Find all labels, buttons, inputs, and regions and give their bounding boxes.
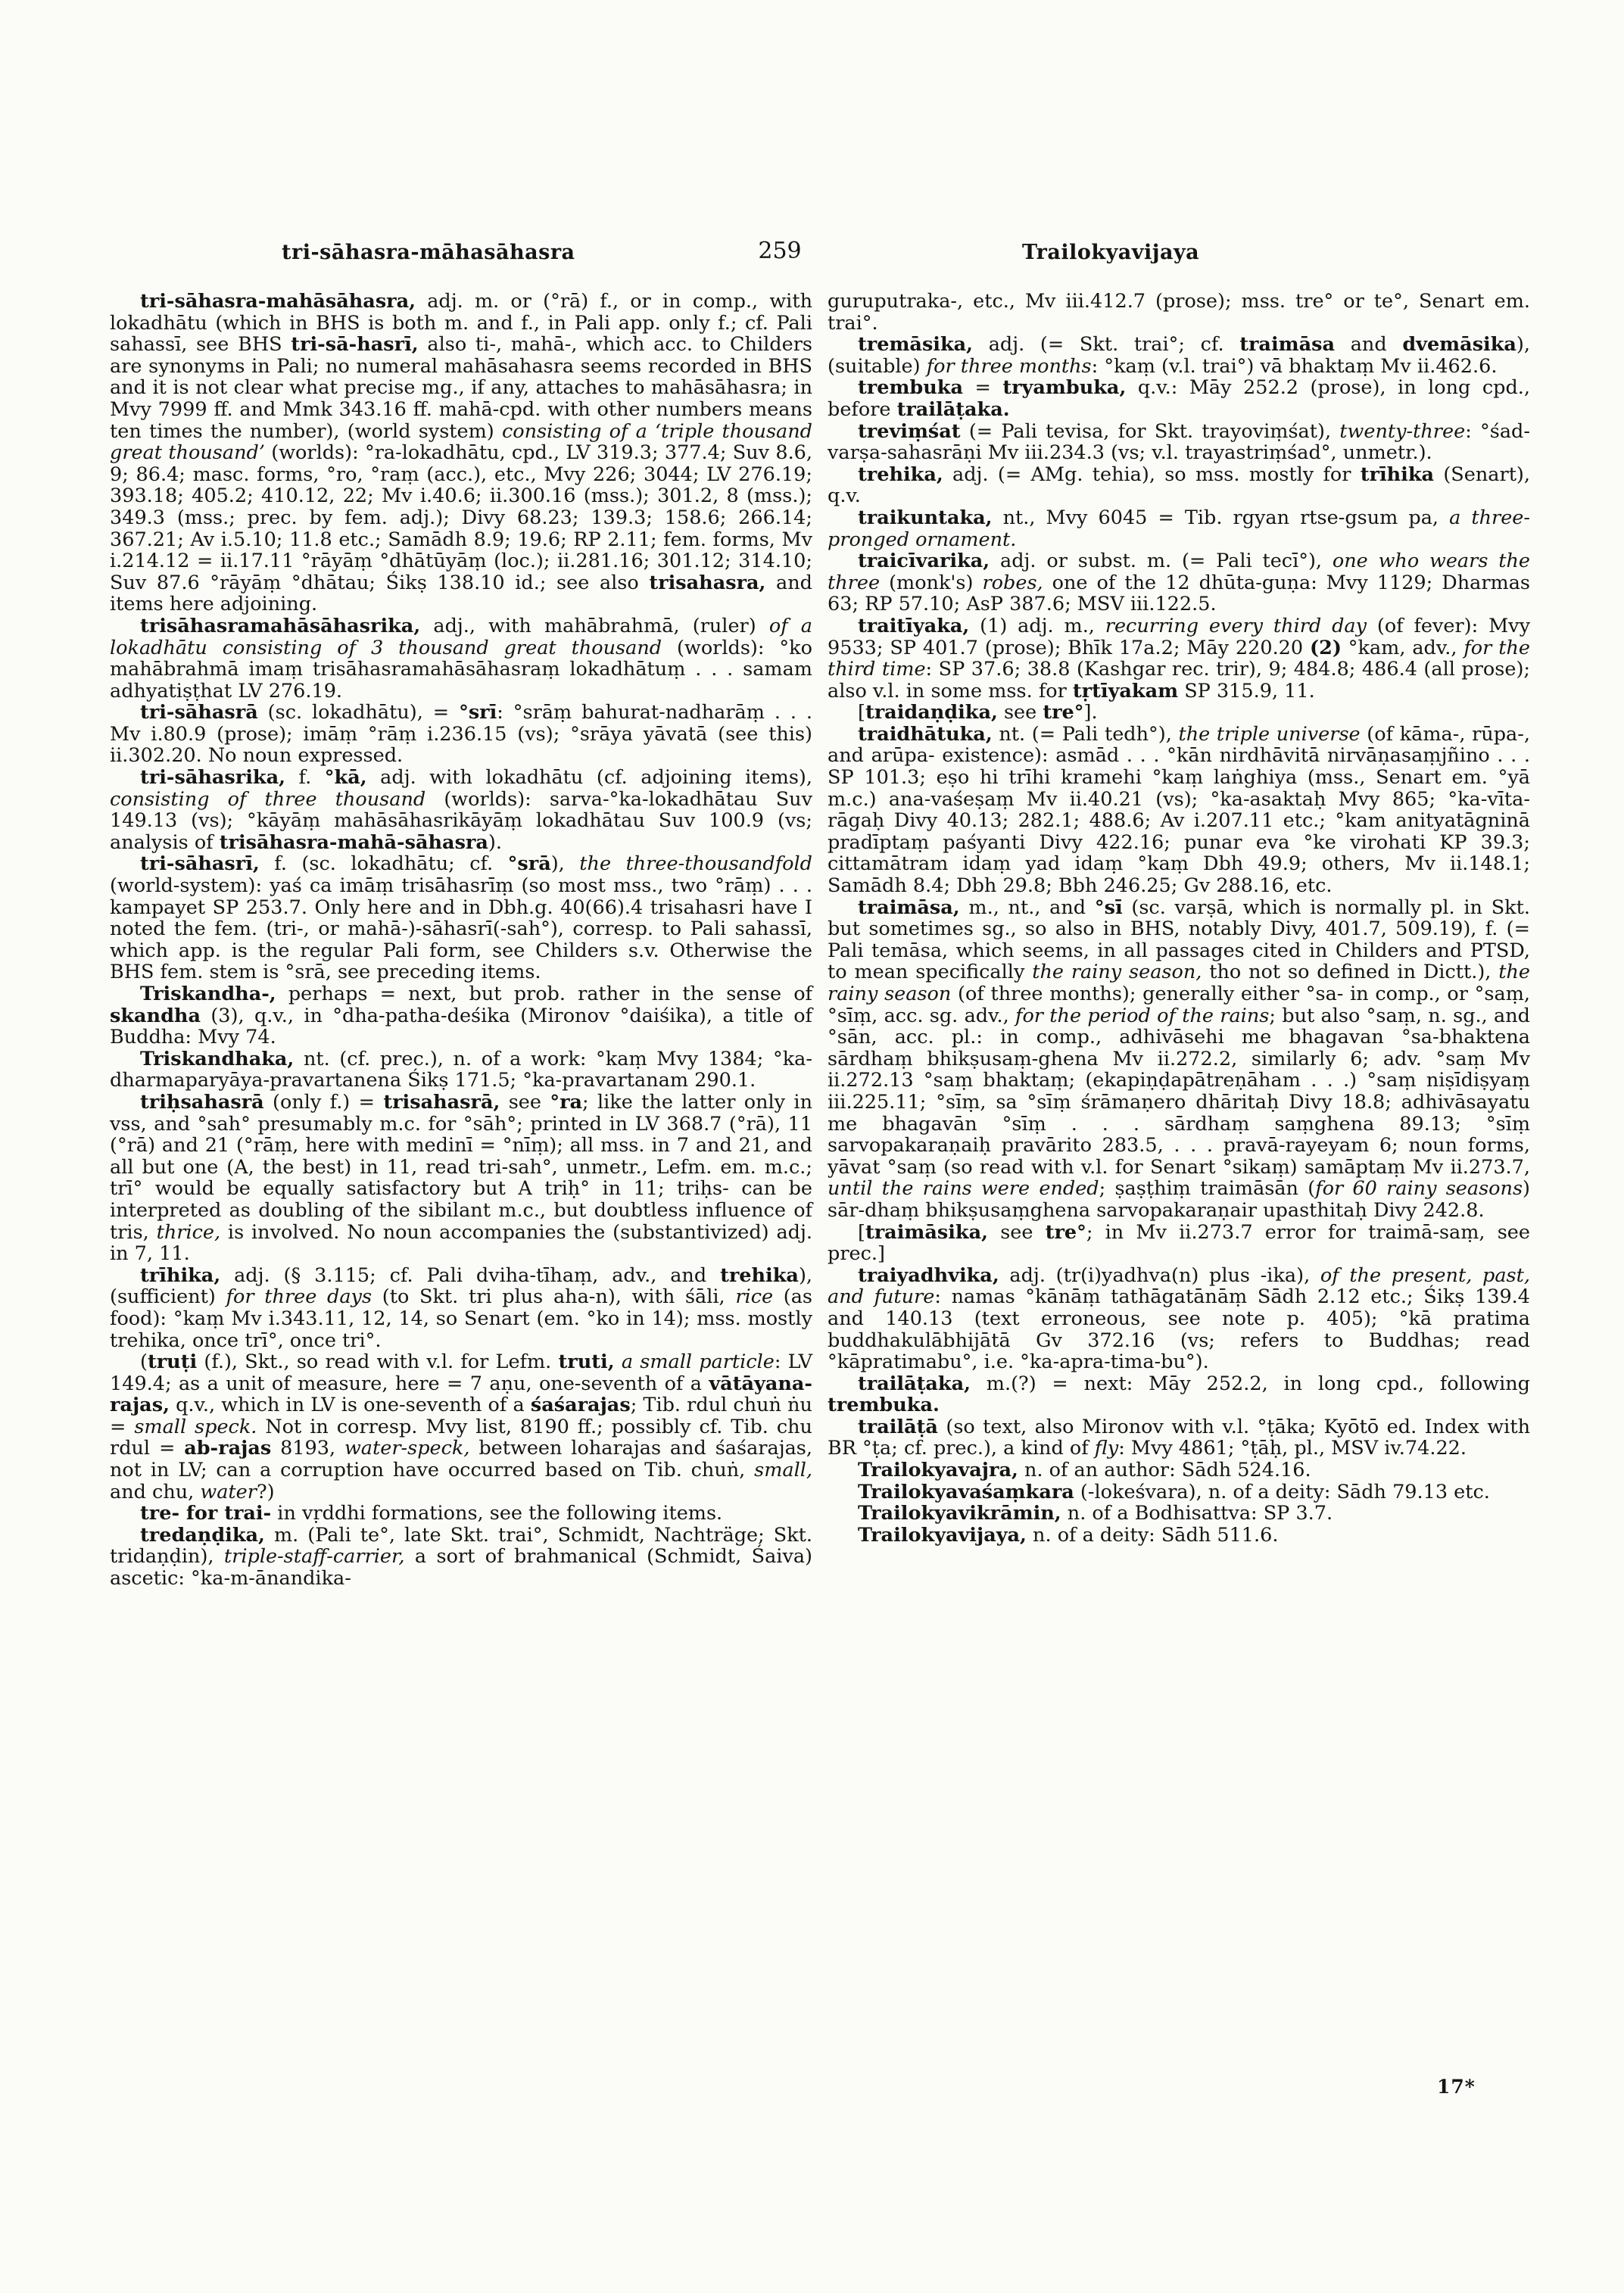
italic-run: a small particle — [621, 1351, 775, 1374]
bold-run: °srī — [459, 701, 497, 724]
text-run: Not in corresp. Mvy list, 8190 ff.; possibly cf. Tib. chu rdul = — [110, 1415, 812, 1460]
text-run: (Senart), q.v. — [828, 463, 1530, 508]
text-run: adj. m. or (°rā) f., or in comp., with lokadhātu (which in BHS is both m. and f., in Pali app. only f.; cf. Pali sahassī, see BHS — [110, 290, 812, 357]
dictionary-entry — [828, 1373, 1530, 1416]
text-run: (world-system): yaś ca imāṃ trisāhasrīṃ (so most mss., two °rāṃ) . . . kampayet SP 253.7. Only here and in Dbh.g. 40(66).4 trisahasri have I noted the fem. (tri-, or mahā-)-sāhasrī(-sah°), corresp. to Pali sahassī, which app. is the regular Pali form, see Childers s.v. Otherwise the BHS fem. stem is °srā, see preceding items. — [110, 874, 812, 984]
bold-run: truṭi — [147, 1351, 198, 1374]
italic-run: the rainy season, — [1032, 961, 1202, 984]
text-run: (sc. lokadhātu), = — [257, 701, 460, 724]
text-run: and — [1335, 333, 1403, 357]
text-run: ; but also °saṃ, n. sg., and °sān, acc. pl.: in comp., adhivāsehi me bhagavan °sa-bhaktena sārdhaṃ bhikṣusaṃ-ghena Mv ii.272.2, similarly 6; adv. °saṃ Mv ii.272.13 °saṃ bhaktaṃ; (ekapiṇḍapātreṇāham . . .) °saṃ niṣīdiṣyaṃ iii.225.11; °sīṃ, sa °sīṃ śrāmaṇero dhāritaḥ Divy 18.8; adhivāsayatu me bhagavān °sīṃ . . . sārdhaṃ saṃghena 89.13; °sīṃ sarvopakaraṇaiḥ pravārito 283.5, . . . pravā-rayeyam 6; noun forms, yāvat °saṃ (so read with v.l. for Senart °sikaṃ) samāptaṃ Mv ii.273.7, — [828, 1004, 1530, 1179]
dictionary-entry — [110, 1092, 812, 1265]
text-run: tho not so defined in Dictt.), — [1202, 961, 1499, 984]
bold-run: traikuntaka, — [858, 506, 993, 529]
bold-run: dvemāsika — [1402, 333, 1516, 357]
italic-run: thrice, — [156, 1220, 221, 1244]
bold-run: trehika — [720, 1263, 799, 1287]
text-run: = — [962, 376, 1003, 400]
bold-run: ab-rajas — [184, 1437, 272, 1460]
text-run: see — [988, 1220, 1046, 1244]
bold-run: trisāhasra-mahā-sāhasra — [219, 830, 488, 854]
bold-run: trembuka — [858, 376, 963, 400]
text-run: : SP 37.6; 38.8 (Kashgar rec. trir), 9; 484.8; 486.4 (all prose); also v.l. in some mss. for — [828, 658, 1530, 703]
text-run: adj. (tr(i)yadhva(n) plus -ika), — [999, 1263, 1320, 1287]
bold-run: traimāsa, — [858, 896, 960, 919]
text-run: (as food): °kaṃ Mv i.343.11, 12, 14, so Senart (em. °ko in 14); mss. mostly trehika, once trī°, once tri°. — [110, 1285, 813, 1352]
bold-run: Trailokyavijaya, — [858, 1523, 1027, 1547]
dictionary-entry — [828, 421, 1530, 464]
text-run: ; Tib. rdul chuṅ ṅu = — [110, 1394, 812, 1438]
text-run: SP 315.9, 11. — [1178, 679, 1315, 703]
text-run: ?) — [256, 1480, 275, 1503]
text-run: see — [997, 701, 1043, 724]
left-column — [110, 291, 812, 1590]
bold-run: trailāṭaka, — [858, 1372, 971, 1395]
bold-run: trisahasra, — [649, 571, 766, 594]
text-run: (of kāma-, rūpa-, and arūpa- existence): asmād . . . °kān nirdhāvitā nirvāṇasaṃjñino . . . SP 101.3; eṣo hi trīhi kramehi °kaṃ laṅghiya (mss., Senart em. °yā m.c.) ana-vaśeṣaṃ Mv ii.40.21 (vs); °ka-asaktaḥ Mvy 865; °ka-vīta-rāgaḥ Divy 40.13; 282.1; 488.6; Av i.207.11 etc.; °kam anityatāgninā pradīptaṃ paśyanti Divy 422.16; punar eva °ke virohati KP 39.3; cittamātram idaṃ yad idaṃ °kaṃ Dbh 49.9; others, Mv ii.148.1; Samādh 8.4; Dbh 29.8; Bbh 246.25; Gv 288.16, etc. — [828, 722, 1530, 898]
header-left-keyword: tri-sāhasra-māhasāhasra — [282, 241, 575, 264]
text-run: see — [500, 1090, 550, 1114]
bold-run: °sī — [1094, 896, 1123, 919]
text-run: 8193, — [271, 1437, 344, 1460]
text-run: ; in Mv ii.273.7 error for traimā-saṃ, see prec.] — [828, 1220, 1530, 1266]
text-run: ; ṣaṣṭhiṃ traimāsān ( — [1099, 1177, 1316, 1201]
italic-run: for three months — [926, 354, 1092, 378]
bold-run: trailāṭā — [858, 1415, 938, 1438]
text-run: adj. (= Skt. trai°; cf. — [973, 333, 1240, 357]
bold-run: Trailokyavajra, — [858, 1459, 1018, 1482]
text-run: : namas °kānāṃ tathāgatānāṃ Sādh 2.12 etc.; Śikṣ 139.4 and 140.13 (text erroneous, see note p. 405); °kā pratima buddhakulābhijātā Gv 372.16 (vs; refers to Buddhas; read °kāpratimabu°, i.e. °ka-apra-tima-bu°). — [828, 1285, 1530, 1374]
text-run: (of fever): Mvy 9533; SP 401.7 (prose); Bhīk 17a.2; Māy 220.20 — [828, 614, 1530, 659]
text-run: ), — [550, 852, 580, 876]
italic-run: for the third time — [828, 636, 1530, 681]
text-run: (worlds): sarva-°ka-lokadhātau Suv 149.13 (vs); °kāyāṃ mahāsāhasrikāyāṃ lokadhātau Suv 100.9 (vs; analysis of — [110, 787, 813, 854]
text-run: ) sār-dhaṃ bhikṣusaṃghena sarvopakaraṇair upasthitaḥ Divy 242.8. — [828, 1177, 1530, 1222]
bold-run: triḥsahasrā — [140, 1090, 264, 1114]
text-run: (monk's) — [880, 571, 983, 594]
italic-run: consisting of a ‘triple thousand great thousand’ — [110, 419, 812, 465]
right-column — [828, 291, 1530, 1546]
signature-mark: 17* — [1437, 2076, 1476, 2098]
text-run: (only f.) = — [263, 1090, 384, 1114]
italic-run: until the rains were ended — [828, 1177, 1099, 1201]
text-run: m., nt., and — [959, 896, 1095, 919]
text-run: m.(?) = next: Māy 252.2, in long cpd., following — [971, 1372, 1530, 1395]
text-run: (f.), Skt., so read with v.l. for Lefm. — [197, 1351, 559, 1374]
text-run: also ti-, mahā-, which acc. to Childers are synonyms in Pali; no numeral mahāsahasra seems recorded in BHS and it is not clear what precise mg., if any, attaches to mahāsāhasra; in Mvy 7999 ff. and Mmk 343.16 ff. mahā-cpd. with other numbers means ten times the number), (world system) — [110, 333, 812, 443]
text-run: nt. (cf. prec.), n. of a work: °kaṃ Mvy 1384; °ka-dharmaparyāya-pravartanena Śikṣ 171.5; °ka-pravartanam 290.1. — [110, 1047, 812, 1092]
text-run: f. (sc. lokadhātu; cf. — [259, 852, 508, 876]
italic-run: of a lokadhātu consisting of 3 thousand great thousand — [110, 614, 812, 659]
text-run: adj. (= AMg. tehia), so mss. mostly for — [943, 463, 1361, 486]
dictionary-entry — [110, 767, 812, 853]
text-run: : °kaṃ (v.l. trai°) vā bhaktaṃ Mv ii.462.6. — [1091, 354, 1498, 378]
italic-run: small speck. — [134, 1415, 257, 1438]
text-run: adj., with mahābrahmā, (ruler) — [420, 614, 769, 637]
text-run: (= Pali tevisa, for Skt. trayoviṃśat), — [960, 419, 1340, 443]
italic-run: of the present, past, and future — [828, 1263, 1530, 1309]
bold-run: tre° — [1045, 1220, 1086, 1244]
italic-run: the triple universe — [1178, 722, 1361, 746]
bold-run: tri-sā-hasrī, — [291, 333, 419, 357]
italic-run: recurring every third day — [1105, 614, 1367, 637]
text-run: (sc. varṣā, which is normally pl. in Skt. but sometimes sg., so also in BHS, notably Divy, 401.7, 509.19), f. (= Pali temāsa, which seems, in all passages cited in Childers and PTSD, to mean specifically — [828, 896, 1530, 984]
dictionary-entry — [110, 1525, 812, 1590]
italic-run: consisting of three thousand — [110, 787, 426, 811]
dictionary-entry — [110, 1351, 812, 1503]
text-run: and items here adjoining. — [110, 571, 812, 616]
dictionary-entry — [828, 1503, 1530, 1525]
text-run: ), (sufficient) — [110, 1263, 812, 1309]
bold-run: tṛtīyakam — [1072, 679, 1179, 703]
text-run: between loharajas and śaśarajas, not in LV; can a corruption have occurred based on Tib. chuṅ, — [110, 1437, 812, 1482]
text-run: ; like the latter only in vss, and °sah° presumably m.c. for °sāh°; printed in LV 368.7 (°rā), 11 (°rā) and 21 (°rāṃ, here with medinī = °nīṃ); all mss. in 7 and 21, and all but one (A, the best) in 11, read tri-sah°, unmetr., Lefm. em. m.c.; trī° would be equally satisfactory but A triḥ° in 11; triḥs- can be interpreted as doubling of the sibilant m.c., but doubtless influence of tris, — [110, 1090, 812, 1244]
bold-run: tremāsika, — [858, 333, 974, 357]
dictionary-entry — [110, 1048, 812, 1092]
text-run: [ — [858, 1220, 865, 1244]
text-run: adj. (§ 3.115; cf. Pali dviha-tīhaṃ, adv., and — [220, 1263, 721, 1287]
text-run: nt., Mvy 6045 = Tib. rgyan rtse-gsum pa, — [992, 506, 1450, 529]
bold-run: tre° — [1043, 701, 1084, 724]
bold-run: trisahasrā, — [383, 1090, 500, 1114]
bold-run: traidhātuka, — [858, 722, 993, 746]
bold-run: tri-sāhasrika, — [140, 766, 285, 790]
bold-run: skandha — [110, 1004, 201, 1027]
text-run: f. — [285, 766, 325, 790]
dictionary-entry — [828, 1265, 1530, 1373]
text-run: n. of an author: Sādh 524.16. — [1018, 1459, 1311, 1482]
bold-run: vātāyana-rajas, — [110, 1372, 812, 1417]
dictionary-entry — [110, 291, 812, 615]
bold-run: treviṃśat — [858, 419, 961, 443]
bold-run: tri-sāhasrā — [140, 701, 258, 724]
text-run: q.v.: Māy 252.2 (prose), in long cpd., before — [828, 376, 1530, 421]
page-number: 259 — [758, 238, 802, 264]
text-run: (1) adj. m., — [969, 614, 1105, 637]
bold-run: tryambuka, — [1002, 376, 1127, 400]
italic-run: rice — [735, 1285, 774, 1309]
text-run: (of three months); generally either °sa- in comp., or °saṃ, °sīṃ, acc. sg. adv., — [828, 983, 1530, 1027]
text-run: guruputraka-, etc., Mv iii.412.7 (prose); mss. tre° or te°, Senart em. trai°. — [828, 290, 1530, 335]
bold-run: traimāsika, — [865, 1220, 988, 1244]
text-run: and chu, — [110, 1480, 201, 1503]
text-run: one of the 12 dhūta-guṇa: Mvy 1129; Dharmas 63; RP 57.10; AsP 387.6; MSV iii.122.5. — [828, 571, 1530, 616]
dictionary-entry — [828, 615, 1530, 702]
text-run: : Mvy 4861; °ṭāḥ, pl., MSV iv.74.22. — [1118, 1437, 1467, 1460]
bold-run: °ra — [550, 1090, 583, 1114]
text-run: ( — [140, 1351, 148, 1374]
bold-run: °srā — [507, 852, 551, 876]
bold-run: truti, — [558, 1351, 615, 1374]
dictionary-entry — [110, 983, 812, 1048]
bold-run: traiyadhvika, — [858, 1263, 999, 1287]
bold-run: Triskandhaka, — [140, 1047, 295, 1070]
bold-run: °kā, — [324, 766, 367, 790]
dictionary-entry — [110, 702, 812, 767]
dictionary-entry — [828, 1481, 1530, 1503]
italic-run: water-speck, — [344, 1437, 470, 1460]
italic-run: for the period of the rains — [1015, 1004, 1270, 1027]
italic-run: for 60 rainy seasons — [1315, 1177, 1523, 1201]
bold-run: trisāhasramahāsāhasrika, — [140, 614, 421, 637]
dictionary-entry — [828, 702, 1530, 724]
italic-run: fly — [1094, 1437, 1119, 1460]
bold-run: traitīyaka, — [858, 614, 970, 637]
text-run: (worlds): °ra-lokadhātu, cpd., LV 319.3; 377.4; Suv 8.6, 9; 86.4; masc. forms, °ro, °raṃ (acc.), etc., Mvy 226; 3044; LV 276.19; 393.18; 405.2; 410.12, 22; Mv i.40.6; ii.300.16 (mss.); 301.2, 8 (mss.); 349.3 (mss.; prec. by fem. adj.); Divy 68.23; 139.3; 158.6; 266.14; 367.21; Av i.5.10; 11.8 etc.; Samādh 8.9; 19.6; RP 2.11; fem. forms, Mv i.214.12 = ii.17.11 °rāyāṃ °dhātūyāṃ (loc.); ii.281.16; 301.12; 314.10; Suv 87.6 °rāyāṃ °dhātau; Śikṣ 138.10 id.; see also — [110, 441, 813, 594]
text-run: perhaps = next, but prob. rather in the sense of — [276, 983, 812, 1005]
text-run: ). — [488, 830, 502, 854]
text-run: : LV 149.4; as a unit of measure, here = 7 aṇu, one-seventh of a — [110, 1351, 813, 1395]
text-run: in vṛddhi formations, see the following items. — [271, 1502, 723, 1525]
dictionary-entry — [828, 897, 1530, 1222]
text-run: q.v., which in LV is one-seventh of a — [169, 1394, 531, 1417]
dictionary-entry — [828, 1460, 1530, 1481]
text-run: n. of a deity: Sādh 511.6. — [1026, 1523, 1279, 1547]
bold-run: Trailokyavikrāmin, — [858, 1502, 1061, 1525]
bold-run: (2) — [1310, 636, 1342, 659]
bold-run: traidaṇḍika, — [865, 701, 998, 724]
bold-run: Trailokyavaśaṃkara — [858, 1480, 1074, 1503]
text-run: [ — [858, 701, 865, 724]
text-run: nt. (= Pali tedh°), — [992, 722, 1179, 746]
text-run: ), (suitable) — [828, 333, 1530, 378]
dictionary-entry — [828, 507, 1530, 550]
text-run: (3), q.v., in °dha-patha-deśika (Mironov °daiśika), a title of Buddha: Mvy 74. — [110, 1004, 812, 1049]
text-run: : °śad-varṣa-sahasrāṇi Mv iii.234.3 (vs; v.l. trayastriṃśad°, unmetr.). — [828, 419, 1530, 465]
dictionary-entry — [110, 853, 812, 983]
bold-run: tredaṇḍika, — [140, 1523, 265, 1547]
dictionary-entry — [828, 1222, 1530, 1265]
dictionary-entry — [828, 550, 1530, 615]
text-run: (to Skt. tri plus aha-n), with śāli, — [372, 1285, 736, 1309]
italic-run: triple-staff-carrier, — [223, 1545, 405, 1569]
text-run: a sort of brahmanical (Schmidt, Śaiva) ascetic: °ka-m-ānandika- — [110, 1545, 813, 1590]
dictionary-entry — [828, 724, 1530, 897]
dictionary-entry — [110, 615, 812, 702]
dictionary-entry — [828, 1525, 1530, 1547]
text-run: is involved. No noun accompanies the (substantivized) adj. in 7, 11. — [110, 1220, 812, 1266]
bold-run: trīhika — [1360, 463, 1435, 486]
dictionary-entry — [110, 1265, 812, 1351]
bold-run: trailāṭaka. — [896, 397, 1010, 421]
text-run: n. of a Bodhisattva: SP 3.7. — [1061, 1502, 1333, 1525]
text-run — [615, 1351, 622, 1373]
header-right-keyword: Trailokyavijaya — [1022, 241, 1200, 264]
italic-run: one who wears the three — [828, 550, 1530, 594]
text-run: °kam, adv., — [1341, 636, 1464, 659]
dictionary-entry — [828, 334, 1530, 377]
bold-run: śaśarajas — [530, 1394, 631, 1417]
text-run: m. (Pali te°, late Skt. trai°, Schmidt, Nachträge; Skt. tridaṇḍin), — [110, 1523, 812, 1569]
italic-run: small, — [754, 1459, 812, 1482]
italic-run: for three days — [226, 1285, 372, 1309]
bold-run: trīhika, — [140, 1263, 221, 1287]
dictionary-entry — [828, 464, 1530, 507]
running-header — [0, 238, 1624, 274]
entry-continuation — [828, 291, 1530, 334]
bold-run: trembuka. — [828, 1394, 940, 1417]
bold-run: Triskandha-, — [140, 983, 276, 1005]
text-run: adj. or subst. m. (= Pali tecī°), — [990, 550, 1333, 573]
bold-run: tre- for trai- — [140, 1502, 272, 1525]
text-run: (-lokeśvara), n. of a deity: Sādh 79.13 etc. — [1074, 1480, 1490, 1503]
italic-run: the three-thousandfold — [579, 852, 812, 876]
bold-run: tri-sāhasra-mahāsāhasra, — [140, 290, 416, 313]
italic-run: twenty-three — [1339, 419, 1466, 443]
text-run: adj. with lokadhātu (cf. adjoining items), — [366, 766, 812, 790]
bold-run: traimāsa — [1239, 333, 1336, 357]
text-run: ]. — [1083, 701, 1098, 724]
dictionary-entry — [110, 1503, 812, 1525]
italic-run: the rainy season — [828, 961, 1530, 1005]
bold-run: tri-sāhasrī, — [140, 852, 260, 876]
italic-run: robes, — [982, 571, 1043, 594]
dictionary-entry — [828, 1416, 1530, 1460]
italic-run: a three-pronged ornament. — [828, 506, 1531, 551]
italic-run: water — [200, 1480, 257, 1503]
dictionary-entry — [828, 377, 1530, 420]
text-run: (so text, also Mironov with v.l. °ṭāka; Kyōtō ed. Index with BR °ṭa; cf. prec.), a kind of — [828, 1415, 1530, 1460]
text-run: (worlds): °ko mahābrahmā imaṃ trisāhasramahāsāhasraṃ lokadhātuṃ . . . samam adhyatiṣṭhat LV 276.19. — [110, 636, 812, 703]
bold-run: trehika, — [858, 463, 943, 486]
bold-run: traicīvarika, — [858, 550, 990, 573]
text-run: : °srāṃ bahurat-nadharāṃ . . . Mv i.80.9 (prose); imāṃ °rāṃ i.236.15 (vs); °srāya yāvatā (see this) ii.302.20. No noun expressed. — [110, 701, 812, 768]
